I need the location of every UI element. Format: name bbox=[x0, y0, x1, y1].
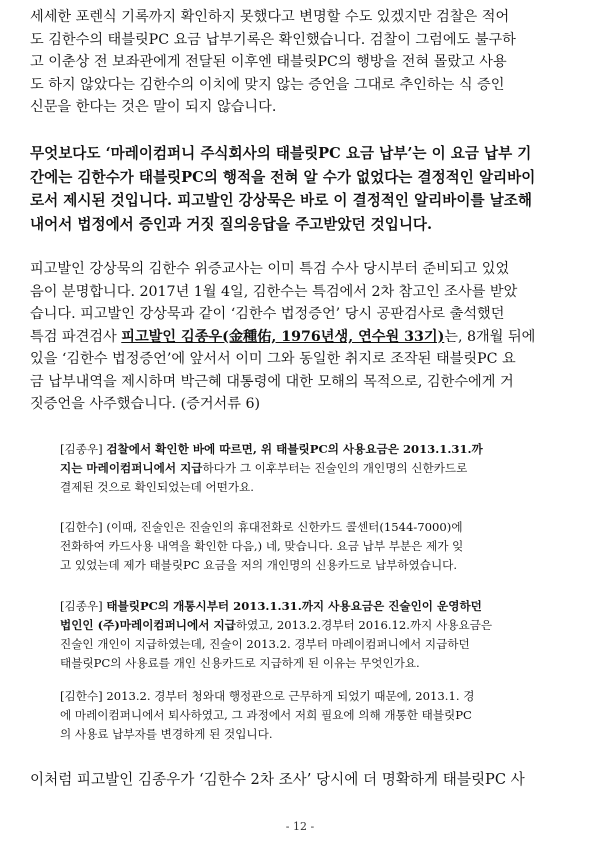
text-segment: 하였고, 2013.2.경부터 2016.12.까지 사용요금은 bbox=[235, 618, 493, 632]
text-line: 신문을 한다는 것은 말이 되지 않습니다. bbox=[30, 99, 277, 115]
quote-kim-hansu-2 bbox=[60, 687, 570, 744]
bold-text: 지는 마레이컴퍼니에서 지급 bbox=[60, 461, 203, 475]
text-line: 태블릿PC의 사용료를 개인 신용카드로 지급하게 된 이유는 무엇인가요. bbox=[60, 656, 420, 670]
text-line: 간에는 김한수가 태블릿PC의 행적을 전혀 알 수가 없었다는 결정적인 알리바이 bbox=[30, 168, 536, 186]
bold-text: 태블릿PC의 개통시부터 2013.1.31.까지 사용요금은 진술인이 운영하던 bbox=[106, 599, 482, 613]
paragraph-4 bbox=[30, 769, 578, 792]
quote-kim-jongwoo-1 bbox=[60, 440, 570, 497]
quote-kim-hansu-1 bbox=[60, 518, 570, 575]
paragraph-3 bbox=[30, 258, 578, 416]
text-line: 도 김한수의 태블릿PC 요금 납부기록은 확인했습니다. 검찰이 그럼에도 불구하 bbox=[30, 31, 516, 48]
text-line: 고 있었는데 제가 태블릿PC 요금을 저의 개인명의 신용카드로 납부하였습니다. bbox=[60, 558, 458, 572]
paragraph-1 bbox=[30, 6, 578, 119]
text-line bbox=[60, 440, 570, 459]
text-line: 금 납부내역을 제시하며 박근혜 대통령에 대한 모해의 목적으로, 김한수에게 거 bbox=[30, 373, 514, 390]
text-line: 내어서 법정에서 증인과 거짓 질의응답을 주고받았던 것입니다. bbox=[30, 215, 433, 233]
text-line: 고 이춘상 전 보좌관에게 전달된 이후엔 태블릿PC의 행방을 전혀 몰랐고 사용 bbox=[30, 54, 507, 70]
text-line: [김한수] (이때, 진술인은 진술인의 휴대전화로 신한카드 콜센터(1544-7000)에 bbox=[60, 520, 463, 534]
speaker-label: [김종우] bbox=[60, 599, 107, 613]
text-line: 피고발인 강상묵의 김한수 위증교사는 이미 특검 수사 당시부터 준비되고 있었 bbox=[30, 261, 510, 277]
text-line: 음이 분명합니다. 2017년 1월 4일, 김한수는 특검에서 2차 참고인 조사를 받았 bbox=[30, 283, 518, 300]
underlined-name: 피고발인 김종우(金種佑, 1976년생, 연수원 33기) bbox=[121, 328, 445, 345]
text-line: 로서 제시된 것입니다. 피고발인 강상묵은 바로 이 결정적인 알리바이를 날조해 bbox=[30, 192, 532, 209]
bold-text: 검찰에서 확인한 바에 따르면, 위 태블릿PC의 사용요금은 2013.1.31.까 bbox=[106, 442, 483, 456]
text-line: 도 하지 않았다는 김한수의 이치에 맞지 않는 증언을 그대로 추인하는 식 증인 bbox=[30, 76, 505, 93]
text-line: 무엇보다도 ‘마레이컴퍼니 주식회사의 태블릿PC 요금 납부’는 이 요금 납부 기 bbox=[30, 145, 532, 162]
text-line: 진술인 개인이 지급하였는데, 진술이 2013.2. 경부터 마레이컴퍼니에서 지급하던 bbox=[60, 637, 470, 651]
text-line: 결제된 것으로 확인되었는데 어떤가요. bbox=[60, 480, 254, 494]
text-line: [김한수] 2013.2. 경부터 청와대 행정관으로 근무하게 되었기 때문에, 2013.1. 경 bbox=[60, 689, 475, 703]
paragraph-2-bold bbox=[30, 142, 578, 236]
text-line: 에 마레이컴퍼니에서 퇴사하였고, 그 과정에서 저희 필요에 의해 개통한 태블릿PC bbox=[60, 708, 472, 722]
text-segment: 하다가 그 이후부터는 진술인의 개인명의 신한카드로 bbox=[202, 461, 468, 475]
text-line bbox=[60, 616, 570, 635]
text-line bbox=[30, 326, 578, 349]
page-number: - 12 - bbox=[285, 820, 315, 833]
text-line: 짓증언을 사주했습니다. (증거서류 6) bbox=[30, 396, 261, 412]
text-line bbox=[60, 459, 570, 478]
text-segment: 특검 파견검사 bbox=[30, 328, 122, 345]
text-line: 습니다. 피고발인 강상묵과 같이 ‘김한수 법정증언’ 당시 공판검사로 출석했던 bbox=[30, 306, 505, 322]
bold-text: 법인인 (주)마레이컴퍼니에서 지급 bbox=[60, 618, 236, 632]
text-segment: 는, 8개월 뒤에 bbox=[444, 328, 536, 345]
text-line: 있을 ‘김한수 법정증언’에 앞서서 이미 그와 동일한 취지로 조작된 태블릿PC 요 bbox=[30, 351, 516, 367]
text-line bbox=[60, 597, 570, 616]
quote-kim-jongwoo-2 bbox=[60, 597, 570, 673]
text-line: 의 사용료 납부자를 변경하게 된 것입니다. bbox=[60, 727, 273, 741]
text-line: 이처럼 피고발인 김종우가 ‘김한수 2차 조사’ 당시에 더 명확하게 태블릿PC 사 bbox=[30, 771, 525, 788]
text-line: 세세한 포렌식 기록까지 확인하지 못했다고 변명할 수도 있겠지만 검찰은 적어 bbox=[30, 9, 510, 25]
text-line: 전화하여 카드사용 내역을 확인한 다음,) 네, 맞습니다. 요금 납부 부분은 제가 잊 bbox=[60, 539, 464, 553]
speaker-label: [김종우] bbox=[60, 442, 107, 456]
